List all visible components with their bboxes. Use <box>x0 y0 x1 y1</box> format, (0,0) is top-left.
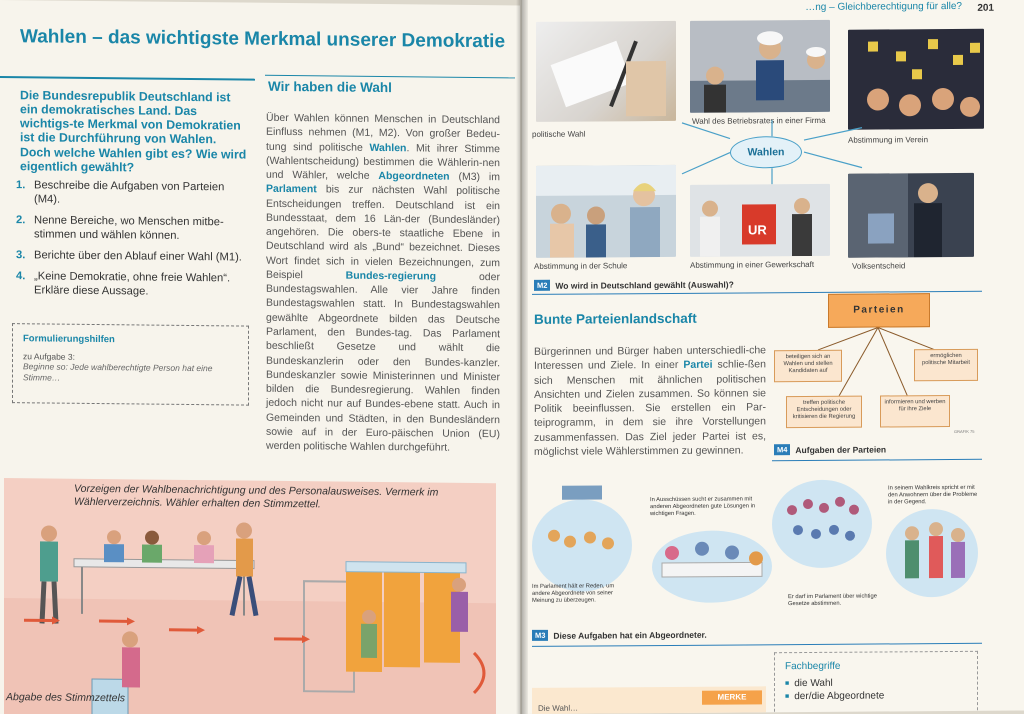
caption-gewerkschaft: Abstimmung in einer Gewerkschaft <box>690 259 815 270</box>
parteien-box: Parteien <box>828 293 930 328</box>
section-body: Über Wahlen können Menschen in Deutschland Einfluss nehmen (M1, M2). Von großer Bedeu-tung sind politische Wahlen. Mit ihrer Stimme (Wahlentscheidung) bestimmen die Wählerin-nen und Wähler, welche Abgeordneten (M3) im Parlament bis zur nächsten Wahl politische Entscheidungen treffen. Deutschland ist ein Bundesstaat, dem 16 Län-der (Bundesländer) angehören. Die obers-te staatliche Ebene in Deutschland wird als „Bund“ bezeichnet. Dieses Wort findet sich in vielen Bezeichnungen, zum Beispiel Bundes-regierung oder Bundestagswahlen. Alle vier Jahre finden Bundestagswahlen statt. In Bundestagswahlen gewählte Abgeordnete bilden das Deutsche Parlament, den Bundes-tag. Das Parlament beschließt Gesetze und wählt die Bundeskanzlerin oder den Bundes-kanzler. Bundeskanzler sowie Ministerinnen und Minister bilden die Bundesregierung. Wahlen finden jedoch nicht nur auf Bundes-ebene statt. Auch in Gemeinden und Städten, in den Bundesländern sowie auf in der Euro-päischen Union (EU) werden politische Wahlen durchgeführt. <box>266 111 500 454</box>
party-task-box: beteiligen sich an Wahlen und stellen Kandidaten auf <box>774 350 842 382</box>
m4-label <box>774 443 886 455</box>
title-rule <box>0 76 255 81</box>
caption-schule: Abstimmung in der Schule <box>534 261 628 271</box>
section-body-parteien: Bürgerinnen und Bürger haben unterschiedli-che Interessen und Ziele. In einer Partei schlie-ßen sich Menschen mit ähnlichen politischen Ansichten und Zielen zusammen. So können sie Politik beeinflussen. Sie erstellen ein Par-teiprogramm, in dem sie ihre Vorstellungen zusammenfassen. Das Ziel jeder Partei ist es, möglichst viele Wählerstimmen zu gewinnen. <box>534 344 766 458</box>
intro-text: Die Bundesrepublik Deutschland ist ein demokratisches Land. Das wichtigs-te Merkmal von Demokratien ist die Durchführung von Wahlen. Doch welche Wahlen gibt es? Wie wird eigentlich gewählt? <box>20 88 247 175</box>
fachbegriff-item: ■ der/die Abgeordnete <box>785 690 967 702</box>
section-title-parteien: Bunte Parteienlandschaft <box>534 310 697 327</box>
caption-politische-wahl: politische Wahl <box>532 129 586 139</box>
photo-gewerkschaft <box>690 184 830 257</box>
party-task-box: ermöglichen politische Mitarbeit <box>914 349 978 381</box>
photo-verein <box>848 29 984 130</box>
m2-label <box>534 279 734 291</box>
panel-text-ausschuss: In Ausschüssen sucht er zusammen mit anderen Abgeordneten gute Lösungen in wichtigen Fragen. <box>650 496 756 518</box>
task-item: 4. „Keine Demokratie, ohne freie Wahlen“. Erkläre diese Aussage. <box>16 270 231 298</box>
hint-title: Formulierungshilfen <box>23 333 115 346</box>
polling-station-illustration <box>4 478 496 714</box>
hint-box <box>12 323 249 405</box>
m2-caption: Wo wird in Deutschland gewählt (Auswahl)? <box>555 279 734 291</box>
page-number: 201 <box>977 2 994 14</box>
page-title: Wahlen – das wichtigste Merkmal unserer Demokratie <box>20 26 506 53</box>
fachbegriffe-box <box>774 651 978 714</box>
hint-subtitle: zu Aufgabe 3: <box>23 351 75 362</box>
book-gutter <box>516 0 528 714</box>
merke-badge: MERKE <box>702 690 762 704</box>
party-task-box: informieren und werben für ihre Ziele <box>880 395 950 427</box>
panel-text-gesetze: Er darf im Parlament über wichtige Gesetze abstimmen. <box>788 593 877 608</box>
task-item: 2. Nenne Bereiche, wo Menschen mitbe-stimmen und wählen können. <box>16 214 224 242</box>
task-item: 1. Beschreibe die Aufgaben von Parteien (M4). <box>16 179 225 206</box>
photo-betriebsrat <box>690 20 830 113</box>
hint-text: Beginne so: Jede wahlberechtigte Person hat eine Stimme… <box>23 361 213 383</box>
section-rule <box>265 75 515 79</box>
m3-badge: M3 <box>532 630 548 641</box>
fachbegriffe-title: Fachbegriffe <box>785 660 841 673</box>
photo-schule <box>536 165 676 258</box>
section-title: Wir haben die Wahl <box>268 78 392 96</box>
photo-ballot-pen <box>536 21 676 122</box>
m4-caption: Aufgaben der Parteien <box>795 443 887 455</box>
illustration-caption-2: Abgabe des Stimmzettels <box>6 691 126 705</box>
svg-text:UR: UR <box>748 222 767 238</box>
task-list <box>16 178 246 306</box>
m4-rule <box>772 459 982 461</box>
m3-caption: Diese Aufgaben hat ein Abgeordneter. <box>553 629 707 641</box>
fachbegriff-item: ■ die Wahl <box>785 677 967 689</box>
polling-scene-icon <box>4 478 496 714</box>
m3-label <box>532 629 707 641</box>
m2-badge: M2 <box>534 280 550 291</box>
caption-betriebsrat: Wahl des Betriebsrates in einer Firma <box>692 115 826 126</box>
merke-text: Die Wahl… <box>538 703 579 713</box>
caption-volksentscheid: Volksentscheid <box>852 261 906 271</box>
m4-badge: M4 <box>774 444 790 455</box>
caption-verein: Abstimmung im Verein <box>848 135 929 145</box>
photo-volksentscheid <box>848 173 974 258</box>
abgeordneter-panel <box>532 473 982 626</box>
party-task-box: treffen politische Entscheidungen oder kritisieren die Regierung <box>786 396 862 429</box>
running-head: …ng – Gleichberechtigung für alle? <box>805 0 962 14</box>
panel-text-wahlkreis: In seinem Wahlkreis spricht er mit den Anwohnern über die Probleme in der Gegend. <box>888 484 978 506</box>
panel-text-reden: Im Parlament hält er Reden, um andere Abgeordnete von seiner Meinung zu überzeugen. <box>532 583 615 604</box>
task-item: 3. Berichte über den Ablauf einer Wahl (M1). <box>16 249 242 264</box>
illustration-caption: Vorzeigen der Wahlbenachrichtigung und des Personalausweises. Vermerk im Wählerverzeichnis. Wähler erhalten den Stimmzettel. <box>74 482 439 510</box>
right-page <box>522 0 1024 714</box>
m3-rule <box>532 643 982 647</box>
graphic-note: GRAFIK 75 <box>954 428 975 434</box>
wahlen-hub: Wahlen <box>730 136 802 169</box>
